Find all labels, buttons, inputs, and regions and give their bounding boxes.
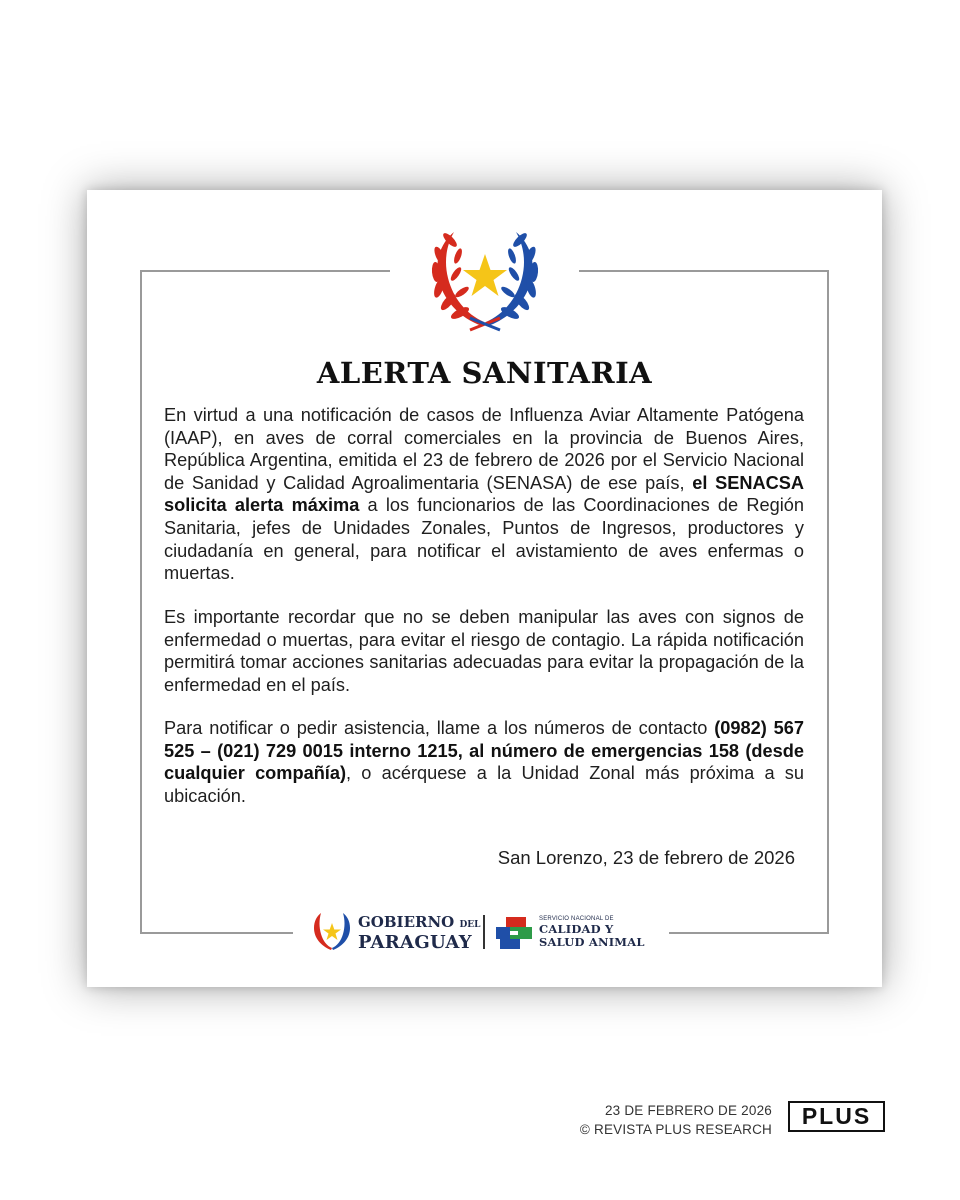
senacsa-logo-icon	[496, 917, 532, 949]
logo-divider	[483, 915, 485, 949]
signature-date: San Lorenzo, 23 de febrero de 2026	[497, 847, 795, 868]
paragraph-notification: En virtud a una notificación de casos de Influenza Aviar Altamente Patógena (IAAP), en aves de corral comerciales en la provincia de Buenos Aires, República Argentina, emitida el 23 de febrero de 2026 por el Servicio Nacional de Sanidad y Calidad Agroalimentaria (SENASA) de ese país, el SENACSA solicita alerta máxima a los funcionarios de las Coordinaciones de Región Sanitaria, jefes de Unidades Zonales, Puntos de Ingresos, productores y ciudadanía en general, para notificar el avistamiento de aves enfermas o muertas.	[164, 405, 805, 584]
alert-title: ALERTA SANITARIA	[316, 356, 653, 390]
credit-block	[580, 1101, 772, 1139]
gobierno-wordmark: GOBIERNO DEL PARAGUAY	[358, 913, 481, 953]
contact-numbers: (0982) 567 525 – (021) 729 0015 interno 1215, al número de emergencias 158 (desde cualquier compañía)	[164, 718, 804, 784]
paragraph-notification-bold: el SENACSA solicita alerta máxima	[164, 472, 805, 516]
paragraph-precaution: Es importante recordar que no se deben manipular las aves con signos de enfermedad o muertas, para evitar el riesgo de contagio. La rápida notificación permitirá tomar acciones sanitarias adecuadas para evitar la propagación de la enfermedad en el país.	[164, 607, 804, 695]
senacsa-wordmark: SERVICIO NACIONAL DE CALIDAD Y SALUD ANIMAL	[539, 916, 645, 949]
paraguay-emblem-icon	[426, 226, 544, 334]
frame-line-top-left	[140, 270, 390, 272]
alert-card	[87, 190, 882, 987]
frame-line-top-right	[579, 270, 829, 272]
credit-source: © REVISTA PLUS RESEARCH	[579, 1122, 772, 1137]
frame-line-bottom-right	[669, 932, 829, 934]
gobierno-emblem-icon	[311, 912, 353, 952]
credit-date: 23 DE FEBRERO DE 2026	[604, 1103, 772, 1118]
paragraph-contact: Para notificar o pedir asistencia, llame a los números de contacto (0982) 567 525 – (021) 729 0015 interno 1215, al número de emergencias 158 (desde cualquier compañía), o acérquese a la Unidad Zonal más próxima a su ubicación.	[164, 718, 804, 806]
frame-line-bottom-left	[140, 932, 293, 934]
footer-logos	[311, 912, 661, 952]
plus-logo: PLUS	[788, 1101, 885, 1132]
